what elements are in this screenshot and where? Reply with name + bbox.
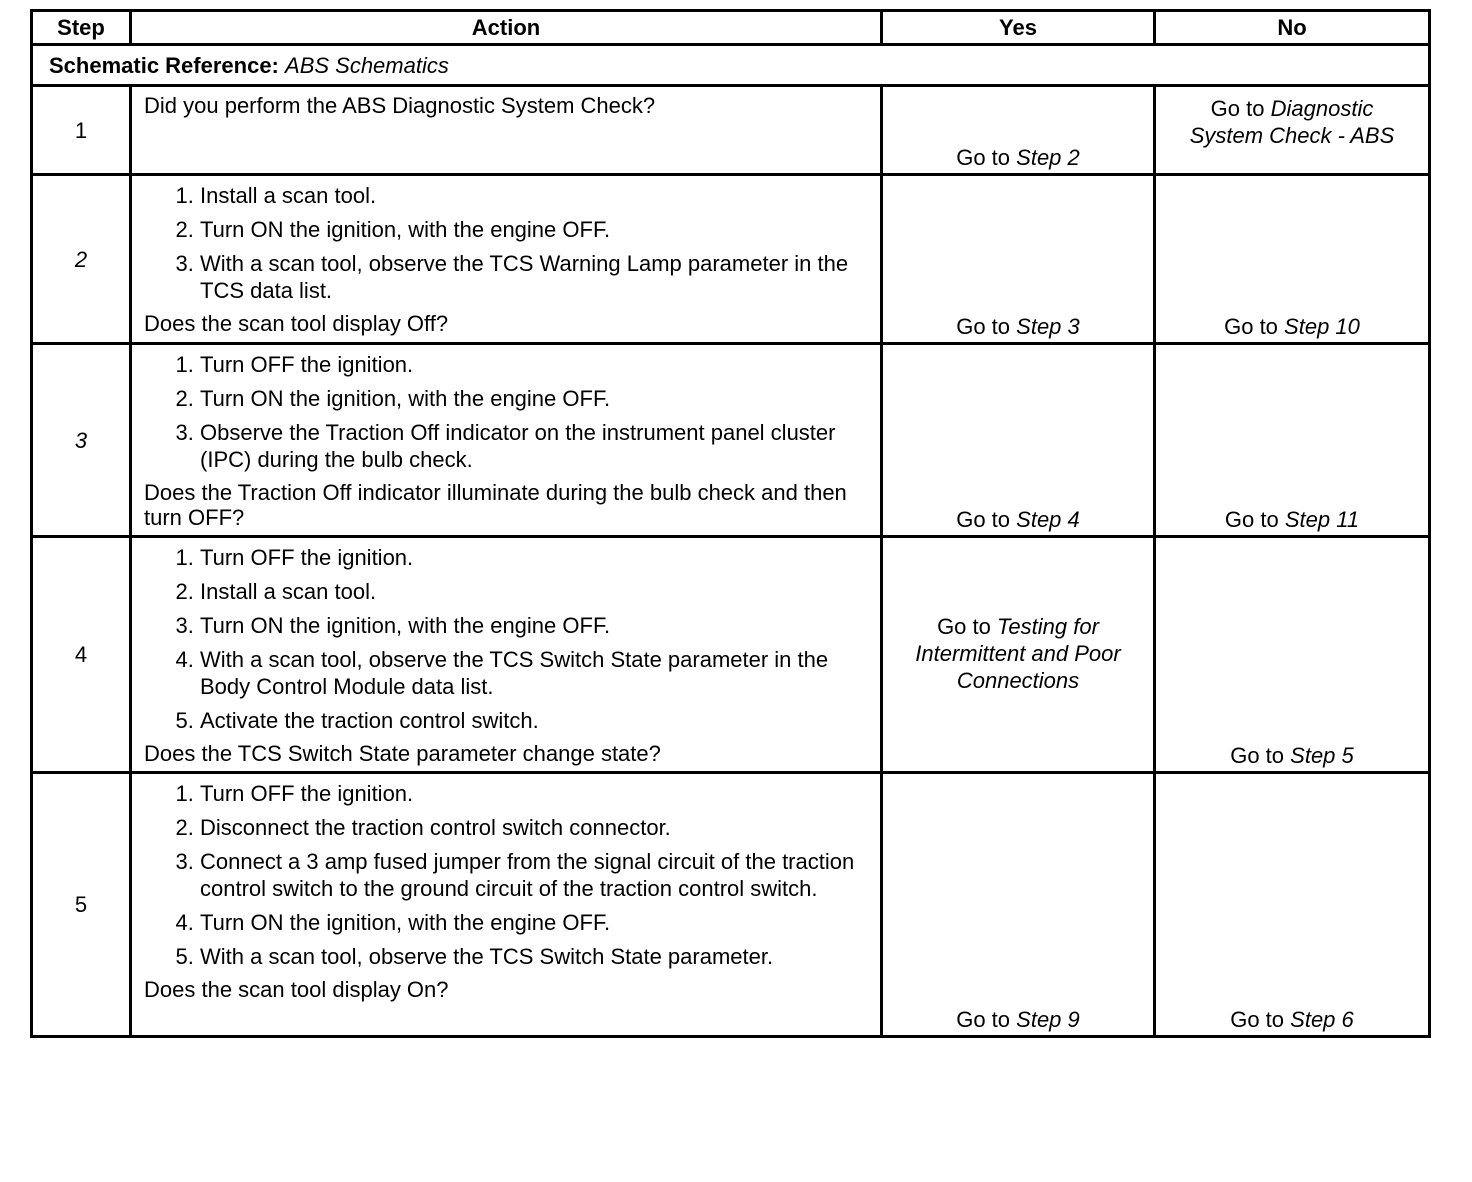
list-item: 2. Disconnect the traction control switch connector. bbox=[200, 814, 870, 841]
header-step: Step bbox=[32, 11, 131, 45]
list-item: 1. Turn OFF the ignition. bbox=[200, 351, 870, 378]
list-item: 3. Connect a 3 amp fused jumper from the signal circuit of the traction control switch to the ground circuit of the traction control switch. bbox=[200, 848, 870, 902]
action-cell bbox=[131, 344, 882, 537]
table-row bbox=[32, 86, 1430, 175]
step-number: 2 bbox=[32, 175, 131, 344]
list-item: 4. With a scan tool, observe the TCS Switch State parameter in the Body Control Module data list. bbox=[200, 646, 870, 700]
goto-prefix: Go to bbox=[956, 1007, 1011, 1032]
goto-prefix: Go to bbox=[956, 507, 1011, 532]
schematic-reference bbox=[32, 45, 1430, 86]
yes-cell bbox=[882, 86, 1155, 175]
no-cell bbox=[1155, 537, 1430, 773]
step-number: 5 bbox=[32, 773, 131, 1037]
question: Does the scan tool display On? bbox=[144, 977, 449, 1002]
table-row bbox=[32, 537, 1430, 773]
diagnostic-table bbox=[30, 9, 1431, 1038]
yes-link[interactable]: Step 9 bbox=[1016, 1007, 1080, 1032]
no-cell bbox=[1155, 86, 1430, 175]
yes-cell bbox=[882, 175, 1155, 344]
goto-prefix: Go to bbox=[956, 314, 1011, 339]
action-list bbox=[144, 544, 870, 734]
list-item: 4. Turn ON the ignition, with the engine OFF. bbox=[200, 909, 870, 936]
action-list bbox=[144, 780, 870, 970]
question: Does the TCS Switch State parameter change state? bbox=[144, 741, 661, 766]
goto-prefix: Go to bbox=[1230, 743, 1285, 768]
no-link[interactable]: Step 10 bbox=[1284, 314, 1360, 339]
schematic-reference-row bbox=[32, 45, 1430, 86]
list-item: 1. Turn OFF the ignition. bbox=[200, 544, 870, 571]
no-link[interactable]: Step 11 bbox=[1284, 507, 1360, 532]
goto-prefix: Go to bbox=[937, 614, 991, 639]
header-row bbox=[32, 11, 1430, 45]
list-item: 5. Activate the traction control switch. bbox=[200, 707, 870, 734]
yes-cell bbox=[882, 773, 1155, 1037]
goto-prefix: Go to bbox=[1224, 314, 1278, 339]
header-no: No bbox=[1155, 11, 1430, 45]
list-item: 3. Turn ON the ignition, with the engine OFF. bbox=[200, 612, 870, 639]
schematic-label: Schematic Reference: bbox=[49, 52, 279, 78]
table-row bbox=[32, 175, 1430, 344]
schematic-link[interactable]: ABS Schematics bbox=[285, 52, 449, 78]
list-item: 2. Turn ON the ignition, with the engine OFF. bbox=[200, 385, 870, 412]
no-link[interactable]: Step 6 bbox=[1290, 1007, 1354, 1032]
question: Does the scan tool display Off? bbox=[144, 311, 449, 336]
goto-prefix: Go to bbox=[1230, 1007, 1285, 1032]
action-cell bbox=[131, 537, 882, 773]
list-item: 1. Turn OFF the ignition. bbox=[200, 780, 870, 807]
action-cell bbox=[131, 175, 882, 344]
yes-cell bbox=[882, 537, 1155, 773]
action-list bbox=[144, 182, 870, 304]
yes-link[interactable]: Step 2 bbox=[1016, 145, 1080, 170]
action-list bbox=[144, 351, 870, 473]
goto-prefix: Go to bbox=[1224, 507, 1279, 532]
header-action: Action bbox=[131, 11, 882, 45]
list-item: 1. Install a scan tool. bbox=[200, 182, 870, 209]
step-number: 1 bbox=[32, 86, 131, 175]
action-cell bbox=[131, 773, 882, 1037]
step-number: 4 bbox=[32, 537, 131, 773]
list-item: 3. With a scan tool, observe the TCS Warning Lamp parameter in the TCS data list. bbox=[200, 250, 870, 304]
yes-link[interactable]: Step 4 bbox=[1016, 507, 1080, 532]
no-cell bbox=[1155, 773, 1430, 1037]
goto-prefix: Go to bbox=[1210, 96, 1265, 121]
list-item: 2. Install a scan tool. bbox=[200, 578, 870, 605]
table-row bbox=[32, 773, 1430, 1037]
no-cell bbox=[1155, 175, 1430, 344]
step-number: 3 bbox=[32, 344, 131, 537]
no-link[interactable]: Step 5 bbox=[1290, 743, 1354, 768]
action-cell bbox=[131, 86, 882, 175]
list-item: 5. With a scan tool, observe the TCS Switch State parameter. bbox=[200, 943, 870, 970]
header-yes: Yes bbox=[882, 11, 1155, 45]
goto-prefix: Go to bbox=[956, 145, 1011, 170]
no-cell bbox=[1155, 344, 1430, 537]
table-row bbox=[32, 344, 1430, 537]
yes-link[interactable]: Testing for Intermittent and Poor Connections bbox=[915, 614, 1121, 693]
list-item: 3. Observe the Traction Off indicator on the instrument panel cluster (IPC) during the bulb check. bbox=[200, 419, 870, 473]
yes-link[interactable]: Step 3 bbox=[1016, 314, 1080, 339]
question: Did you perform the ABS Diagnostic System Check? bbox=[144, 93, 656, 118]
question: Does the Traction Off indicator illuminate during the bulb check and then turn OFF? bbox=[144, 480, 847, 530]
list-item: 2. Turn ON the ignition, with the engine OFF. bbox=[200, 216, 870, 243]
yes-cell bbox=[882, 344, 1155, 537]
no-link[interactable]: Diagnostic System Check - ABS bbox=[1189, 96, 1395, 148]
